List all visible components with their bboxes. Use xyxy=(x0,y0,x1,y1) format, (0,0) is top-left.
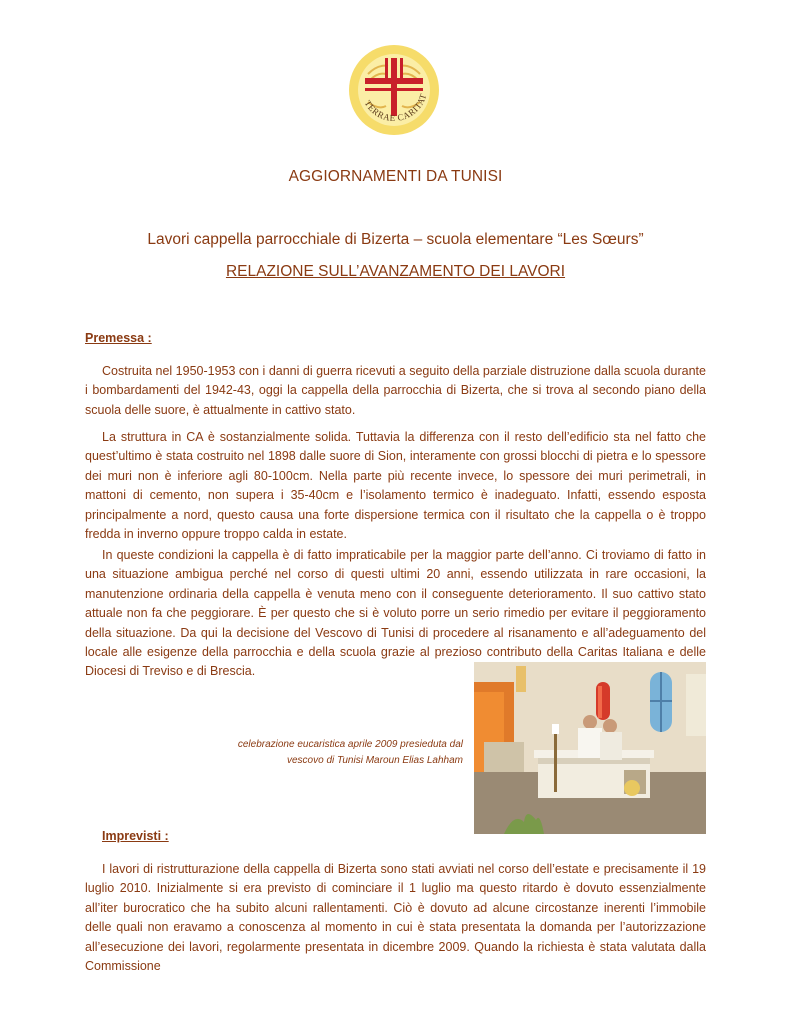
document-subtitle: Lavori cappella parrocchiale di Bizerta – scuola elementare “Les Sœurs” xyxy=(147,231,644,248)
chapel-photo xyxy=(474,662,706,834)
section-heading-premessa: Premessa : xyxy=(85,331,152,345)
imprevisti-paragraph-1: I lavori di ristrutturazione della cappella di Bizerta sono stati avviati nel corso dell’estate e precisamente il 19 luglio 2010. Inizialmente si era previsto di cominciare il 1 luglio ma questo ritardo è dovuto essenzialmente all’iter burocratico che ha subito alcuni rallentamenti. Ciò è dovuto ad alcune circostanze inerenti l’immobile delle quali non eravamo a conoscenza al momento in cui è stata presentata la domanda per l’autorizzazione all’esecuzione dei lavori, regolarmente presentata in dicembre 2009. Quando la richiesta è stata valutata dalla Commissione xyxy=(85,862,706,974)
premessa-paragraph-3: In queste condizioni la cappella è di fatto impraticabile per la maggior parte dell’anno. Ci troviamo di fatto in una situazione ambigua perché nel corso di questi ultimi 20 anni, essendo utilizzata in rare occasioni, la manutenzione ordinaria della cappella è venuta meno con il conseguente deterioramento. Il suo cattivo stato attuale non fa che peggiorare. È per questo che si è voluto porre un serio rimedio per evitare il peggioramento della situazione. Da qui la decisione del Vescovo di Tunisi di procedere al risanamento e all’adeguamento del locale alle esigenze della parrocchia e della scuola grazie al prezioso contributo della Caritas Italiana e delle Diocesi di Treviso e di Brescia. xyxy=(85,548,706,679)
report-heading-text: RELAZIONE SULL’AVANZAMENTO DEI LAVORI xyxy=(225,263,566,280)
document-title: AGGIORNAMENTI DA TUNISI xyxy=(288,168,503,185)
photo-caption-line-1: celebrazione eucaristica aprile 2009 presieduta dal xyxy=(237,739,463,750)
premessa-paragraph-2: La struttura in CA è sostanzialmente solida. Tuttavia la differenza con il resto dell’edificio sta nel fatto che quest’ultimo è stata costruito nel 1898 dalle suore di Sion, interamente con grossi blocchi di pietra e lo spessore dei muri non è inferiore agli 80-100cm. Nella parte più recente invece, lo spessore dei muri perimetrali, in mattoni di cemento, non supera i 35-40cm e l’isolamento termico è inadeguato. Infatti, essendo esposta principalmente a nord, questo causa una forte dispersione termica con il risultato che la cappella o è troppo fredda in inverno oppure troppo calda in estate. xyxy=(85,430,706,542)
logo-emblem-icon xyxy=(348,44,440,136)
svg-text:TERRAE CARITATIS: TERRAE CARITAT xyxy=(362,92,429,124)
photo-caption-line-2: vescovo di Tunisi Maroun Elias Lahham xyxy=(286,755,463,766)
premessa-paragraph-1: Costruita nel 1950-1953 con i danni di guerra ricevuti a seguito della parziale distruzione dalla scuola durante i bombardamenti del 1942-43, oggi la cappella della parrocchia di Bizerta, che si trova al secondo piano della scuola delle suore, è attualmente in cattivo stato. xyxy=(85,364,706,417)
photo-caption xyxy=(200,737,463,769)
report-heading xyxy=(0,263,791,281)
terrae-caritatis-logo xyxy=(348,44,440,136)
section-heading-imprevisti: Imprevisti : xyxy=(102,829,169,843)
chapel-photo-image xyxy=(474,662,706,834)
